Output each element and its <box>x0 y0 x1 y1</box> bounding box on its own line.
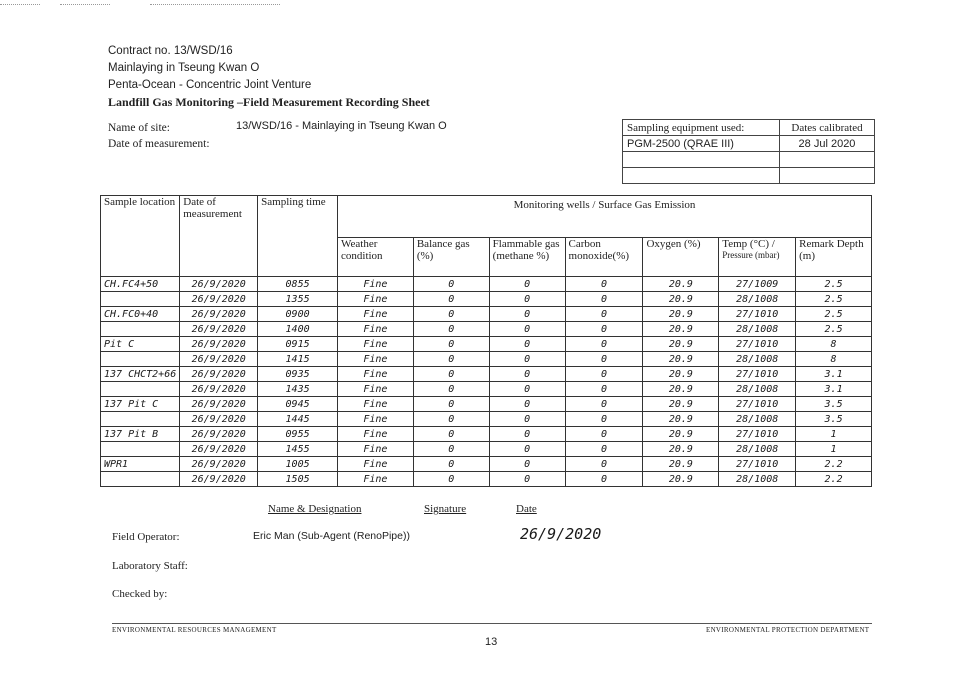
cell-co: 0 <box>565 352 643 367</box>
cell-bal: 0 <box>413 277 489 292</box>
cell-flam: 0 <box>489 367 565 382</box>
cell-depth: 2.5 <box>796 307 872 322</box>
cell-flam: 0 <box>489 412 565 427</box>
cell-depth: 2.2 <box>796 457 872 472</box>
sheet-title: Landfill Gas Monitoring –Field Measurement Recording Sheet <box>108 95 430 109</box>
cell-weather: Fine <box>338 322 414 337</box>
operator-name: Eric Man (Sub-Agent (RenoPipe)) <box>253 530 410 542</box>
header-remark-depth: Remark Depth (m) <box>796 238 872 277</box>
cell-o2: 20.9 <box>643 337 719 352</box>
cell-weather: Fine <box>338 442 414 457</box>
cell-time: 0945 <box>258 397 338 412</box>
cell-co: 0 <box>565 427 643 442</box>
cell-o2: 20.9 <box>643 457 719 472</box>
contractor-name: Penta-Ocean - Concentric Joint Venture <box>108 79 312 91</box>
cell-date: 26/9/2020 <box>180 352 258 367</box>
cell-time: 1505 <box>258 472 338 487</box>
cell-date: 26/9/2020 <box>180 472 258 487</box>
cell-tp: 28/1008 <box>719 322 796 337</box>
cell-flam: 0 <box>489 427 565 442</box>
cell-bal: 0 <box>413 337 489 352</box>
cell-co: 0 <box>565 367 643 382</box>
equipment-header: Sampling equipment used: <box>623 120 780 136</box>
cell-co: 0 <box>565 397 643 412</box>
table-row <box>101 397 872 412</box>
cell-o2: 20.9 <box>643 472 719 487</box>
cell-depth: 8 <box>796 337 872 352</box>
cell-tp: 27/1010 <box>719 307 796 322</box>
cell-co: 0 <box>565 457 643 472</box>
cell-date: 26/9/2020 <box>180 277 258 292</box>
cell-bal: 0 <box>413 307 489 322</box>
cell-o2: 20.9 <box>643 367 719 382</box>
header-temp-pressure <box>719 238 796 277</box>
cell-weather: Fine <box>338 472 414 487</box>
cell-depth: 2.5 <box>796 292 872 307</box>
cell-loc: 137 Pit C <box>101 397 180 412</box>
cell-o2: 20.9 <box>643 412 719 427</box>
cell-loc: WPR1 <box>101 457 180 472</box>
cell-time: 1005 <box>258 457 338 472</box>
cell-tp: 28/1008 <box>719 412 796 427</box>
cell-date: 26/9/2020 <box>180 322 258 337</box>
cell-loc <box>101 412 180 427</box>
cell-co: 0 <box>565 307 643 322</box>
calibrated-header: Dates calibrated <box>780 120 875 136</box>
cell-weather: Fine <box>338 292 414 307</box>
scan-top-marks <box>0 2 300 8</box>
table-row <box>101 382 872 397</box>
site-labels <box>108 120 210 152</box>
cell-co: 0 <box>565 292 643 307</box>
site-name-value: 13/WSD/16 - Mainlaying in Tseung Kwan O <box>236 120 447 132</box>
monitoring-table <box>100 195 872 487</box>
cell-loc <box>101 382 180 397</box>
equipment-empty-cell <box>623 152 780 168</box>
cell-bal: 0 <box>413 322 489 337</box>
cell-date: 26/9/2020 <box>180 457 258 472</box>
cell-bal: 0 <box>413 292 489 307</box>
cell-loc <box>101 322 180 337</box>
cell-bal: 0 <box>413 397 489 412</box>
cell-loc: Pit C <box>101 337 180 352</box>
cell-tp: 28/1008 <box>719 472 796 487</box>
cell-co: 0 <box>565 412 643 427</box>
cell-flam: 0 <box>489 472 565 487</box>
cell-tp: 27/1010 <box>719 367 796 382</box>
header-monitoring-group: Monitoring wells / Surface Gas Emission <box>338 196 872 238</box>
cell-o2: 20.9 <box>643 382 719 397</box>
cell-date: 26/9/2020 <box>180 442 258 457</box>
cell-date: 26/9/2020 <box>180 397 258 412</box>
cell-depth: 2.2 <box>796 472 872 487</box>
table-row <box>101 412 872 427</box>
table-row <box>101 307 872 322</box>
cell-time: 1435 <box>258 382 338 397</box>
cell-date: 26/9/2020 <box>180 427 258 442</box>
cell-loc: 137 Pit B <box>101 427 180 442</box>
footer-right: ENVIRONMENTAL PROTECTION DEPARTMENT <box>706 626 870 634</box>
cell-co: 0 <box>565 277 643 292</box>
cell-flam: 0 <box>489 442 565 457</box>
equipment-empty-cell <box>623 168 780 184</box>
cell-co: 0 <box>565 337 643 352</box>
cell-date: 26/9/2020 <box>180 337 258 352</box>
table-row <box>101 352 872 367</box>
cell-flam: 0 <box>489 397 565 412</box>
cell-tp: 27/1010 <box>719 457 796 472</box>
cell-bal: 0 <box>413 442 489 457</box>
cell-flam: 0 <box>489 382 565 397</box>
name-designation-heading: Name & Designation <box>268 503 362 515</box>
cell-co: 0 <box>565 322 643 337</box>
cell-tp: 28/1008 <box>719 352 796 367</box>
table-row <box>101 277 872 292</box>
cell-flam: 0 <box>489 322 565 337</box>
cell-depth: 3.5 <box>796 412 872 427</box>
cell-bal: 0 <box>413 427 489 442</box>
cell-tp: 27/1009 <box>719 277 796 292</box>
cell-flam: 0 <box>489 337 565 352</box>
cell-bal: 0 <box>413 412 489 427</box>
field-operator-label: Field Operator: <box>112 531 180 543</box>
equipment-empty-cell <box>780 152 875 168</box>
header-sampling-time: Sampling time <box>258 196 338 277</box>
contract-number: Contract no. 13/WSD/16 <box>108 45 233 57</box>
cell-depth: 3.1 <box>796 382 872 397</box>
cell-weather: Fine <box>338 307 414 322</box>
cell-tp: 27/1010 <box>719 427 796 442</box>
cell-o2: 20.9 <box>643 322 719 337</box>
header-pressure: Pressure (mbar) <box>722 250 780 260</box>
cell-weather: Fine <box>338 427 414 442</box>
cell-o2: 20.9 <box>643 442 719 457</box>
cell-loc <box>101 472 180 487</box>
cell-co: 0 <box>565 382 643 397</box>
table-row <box>101 442 872 457</box>
cell-bal: 0 <box>413 457 489 472</box>
cell-flam: 0 <box>489 352 565 367</box>
cell-tp: 28/1008 <box>719 382 796 397</box>
header-carbon-monoxide: Carbon monoxide(%) <box>565 238 643 277</box>
date-heading: Date <box>516 503 537 515</box>
cell-flam: 0 <box>489 292 565 307</box>
cell-time: 0900 <box>258 307 338 322</box>
cell-bal: 0 <box>413 472 489 487</box>
cell-weather: Fine <box>338 367 414 382</box>
calibration-date: 28 Jul 2020 <box>780 136 875 152</box>
cell-time: 1445 <box>258 412 338 427</box>
cell-weather: Fine <box>338 382 414 397</box>
cell-flam: 0 <box>489 277 565 292</box>
cell-time: 1355 <box>258 292 338 307</box>
cell-weather: Fine <box>338 397 414 412</box>
cell-tp: 28/1008 <box>719 442 796 457</box>
cell-weather: Fine <box>338 277 414 292</box>
table-row <box>101 367 872 382</box>
header-sample-location: Sample location <box>101 196 180 277</box>
header-flammable-gas: Flammable gas (methane %) <box>489 238 565 277</box>
cell-bal: 0 <box>413 352 489 367</box>
checked-by-label: Checked by: <box>112 588 168 600</box>
cell-tp: 27/1010 <box>719 397 796 412</box>
cell-bal: 0 <box>413 382 489 397</box>
cell-o2: 20.9 <box>643 292 719 307</box>
table-row <box>101 322 872 337</box>
table-row <box>101 427 872 442</box>
cell-loc <box>101 352 180 367</box>
table-row <box>101 292 872 307</box>
cell-depth: 1 <box>796 442 872 457</box>
header-temp: Temp (°C) / <box>722 238 775 250</box>
cell-weather: Fine <box>338 457 414 472</box>
site-name-label: Name of site: <box>108 122 170 134</box>
cell-flam: 0 <box>489 457 565 472</box>
cell-loc <box>101 442 180 457</box>
cell-o2: 20.9 <box>643 277 719 292</box>
cell-date: 26/9/2020 <box>180 292 258 307</box>
operator-date: 26/9/2020 <box>520 525 602 543</box>
cell-date: 26/9/2020 <box>180 382 258 397</box>
table-row <box>101 472 872 487</box>
cell-time: 0915 <box>258 337 338 352</box>
cell-depth: 3.1 <box>796 367 872 382</box>
cell-time: 0935 <box>258 367 338 382</box>
cell-co: 0 <box>565 472 643 487</box>
equipment-device: PGM-2500 (QRAE III) <box>623 136 780 152</box>
cell-loc: 137 CHCT2+66 <box>101 367 180 382</box>
cell-depth: 1 <box>796 427 872 442</box>
cell-bal: 0 <box>413 367 489 382</box>
cell-weather: Fine <box>338 337 414 352</box>
signature-heading: Signature <box>424 503 467 515</box>
cell-o2: 20.9 <box>643 352 719 367</box>
cell-time: 0855 <box>258 277 338 292</box>
cell-time: 1415 <box>258 352 338 367</box>
cell-loc <box>101 292 180 307</box>
cell-weather: Fine <box>338 352 414 367</box>
cell-o2: 20.9 <box>643 397 719 412</box>
cell-o2: 20.9 <box>643 307 719 322</box>
footer-left: ENVIRONMENTAL RESOURCES MANAGEMENT <box>112 626 277 634</box>
cell-depth: 2.5 <box>796 322 872 337</box>
cell-loc: CH.FC4+50 <box>101 277 180 292</box>
cell-tp: 28/1008 <box>719 292 796 307</box>
cell-weather: Fine <box>338 412 414 427</box>
header-date-of-measurement: Date of measurement <box>180 196 258 277</box>
cell-time: 0955 <box>258 427 338 442</box>
header-oxygen: Oxygen (%) <box>643 238 719 277</box>
equipment-empty-cell <box>780 168 875 184</box>
table-row <box>101 457 872 472</box>
laboratory-staff-label: Laboratory Staff: <box>112 560 188 572</box>
cell-depth: 8 <box>796 352 872 367</box>
cell-co: 0 <box>565 442 643 457</box>
cell-depth: 2.5 <box>796 277 872 292</box>
cell-time: 1400 <box>258 322 338 337</box>
project-name: Mainlaying in Tseung Kwan O <box>108 62 260 74</box>
cell-o2: 20.9 <box>643 427 719 442</box>
header-weather: Weather condition <box>338 238 414 277</box>
date-of-measurement-label: Date of measurement: <box>108 138 210 150</box>
cell-date: 26/9/2020 <box>180 367 258 382</box>
cell-depth: 3.5 <box>796 397 872 412</box>
document-header <box>108 43 430 111</box>
cell-date: 26/9/2020 <box>180 412 258 427</box>
cell-tp: 27/1010 <box>719 337 796 352</box>
cell-date: 26/9/2020 <box>180 307 258 322</box>
equipment-table <box>622 119 875 184</box>
table-row <box>101 337 872 352</box>
cell-time: 1455 <box>258 442 338 457</box>
page-number: 13 <box>485 636 498 648</box>
header-balance-gas: Balance gas (%) <box>413 238 489 277</box>
cell-flam: 0 <box>489 307 565 322</box>
footer-divider <box>112 623 872 624</box>
cell-loc: CH.FC0+40 <box>101 307 180 322</box>
